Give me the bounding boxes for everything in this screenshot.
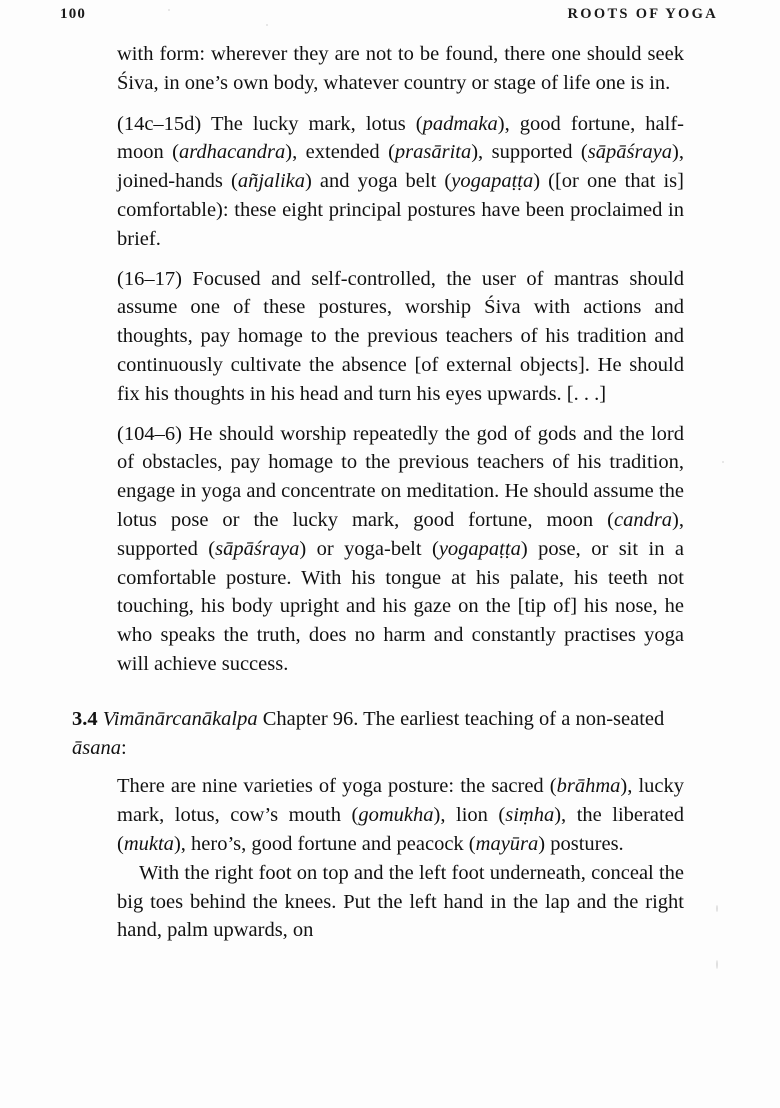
scan-speck [716, 905, 718, 912]
scan-speck [266, 24, 268, 26]
section-heading-colon: : [120, 736, 127, 759]
blockquote-16-17: (16–17) Focused and self-controlled, the user of mantras should assume one of these postures, worship Śiva with actions and thoughts, pay homage to the previous teachers of his tradition and continuously cultivate the absence [of external objects]. He should fix his thoughts in his head and turn his eyes upwards. [. . .] [117, 267, 684, 405]
text-block [72, 40, 684, 949]
running-header [60, 6, 718, 30]
blockquote-right-foot: With the right foot on top and the left foot underneath, conceal the big toes behind the knees. Put the left hand in the lap and the right hand, palm upwards, on [117, 861, 684, 942]
blockquote-14c-15d: (14c–15d) The lucky mark, lotus (padmaka), good fortune, half-moon (ardhacandra), extended (prasārita), supported (sāpāśraya), joined-hands (añjalika) and yoga belt (yogapaṭṭa) ([or one that is] comfortable): these eight principal postures have been proclaimed in brief. [117, 112, 684, 250]
section-heading-trailing-sanskrit: āsana [72, 736, 121, 759]
page-number: 100 [60, 6, 87, 22]
section-number: 3.4 [72, 707, 98, 730]
scan-speck [716, 960, 718, 969]
running-head-title: ROOTS OF YOGA [567, 6, 718, 22]
blockquote-nine-varieties: There are nine varieties of yoga posture: the sacred (brāhma), lucky mark, lotus, cow’s mouth (gomukha), lion (siṃha), the liberated (mukta), hero’s, good fortune and peacock (mayūra) postures. [117, 775, 684, 855]
section-heading-3-4 [72, 705, 684, 763]
scan-speck [722, 461, 724, 463]
section-heading-rest: Chapter 96. The earliest teaching of a non-seated [257, 707, 665, 730]
section-title-sanskrit: Vimānārcanākalpa [102, 707, 258, 730]
blockquote-continuation: with form: wherever they are not to be found, there one should seek Śiva, in one’s own body, whatever country or stage of life one is in. [117, 43, 684, 94]
scan-speck [168, 9, 170, 11]
blockquote-104-6: (104–6) He should worship repeatedly the god of gods and the lord of obstacles, pay homage to the previous teachers of his tradition, engage in yoga and concentrate on meditation. He should assume the lotus pose or the lucky mark, good fortune, moon (candra), supported (sāpāśraya) or yoga-belt (yogapaṭṭa) pose, or sit in a comfortable posture. With his tongue at his palate, his teeth not touching, his body upright and his gaze on the [tip of] his nose, he who speaks the truth, does no harm and constantly practises yoga will achieve success. [117, 422, 684, 675]
